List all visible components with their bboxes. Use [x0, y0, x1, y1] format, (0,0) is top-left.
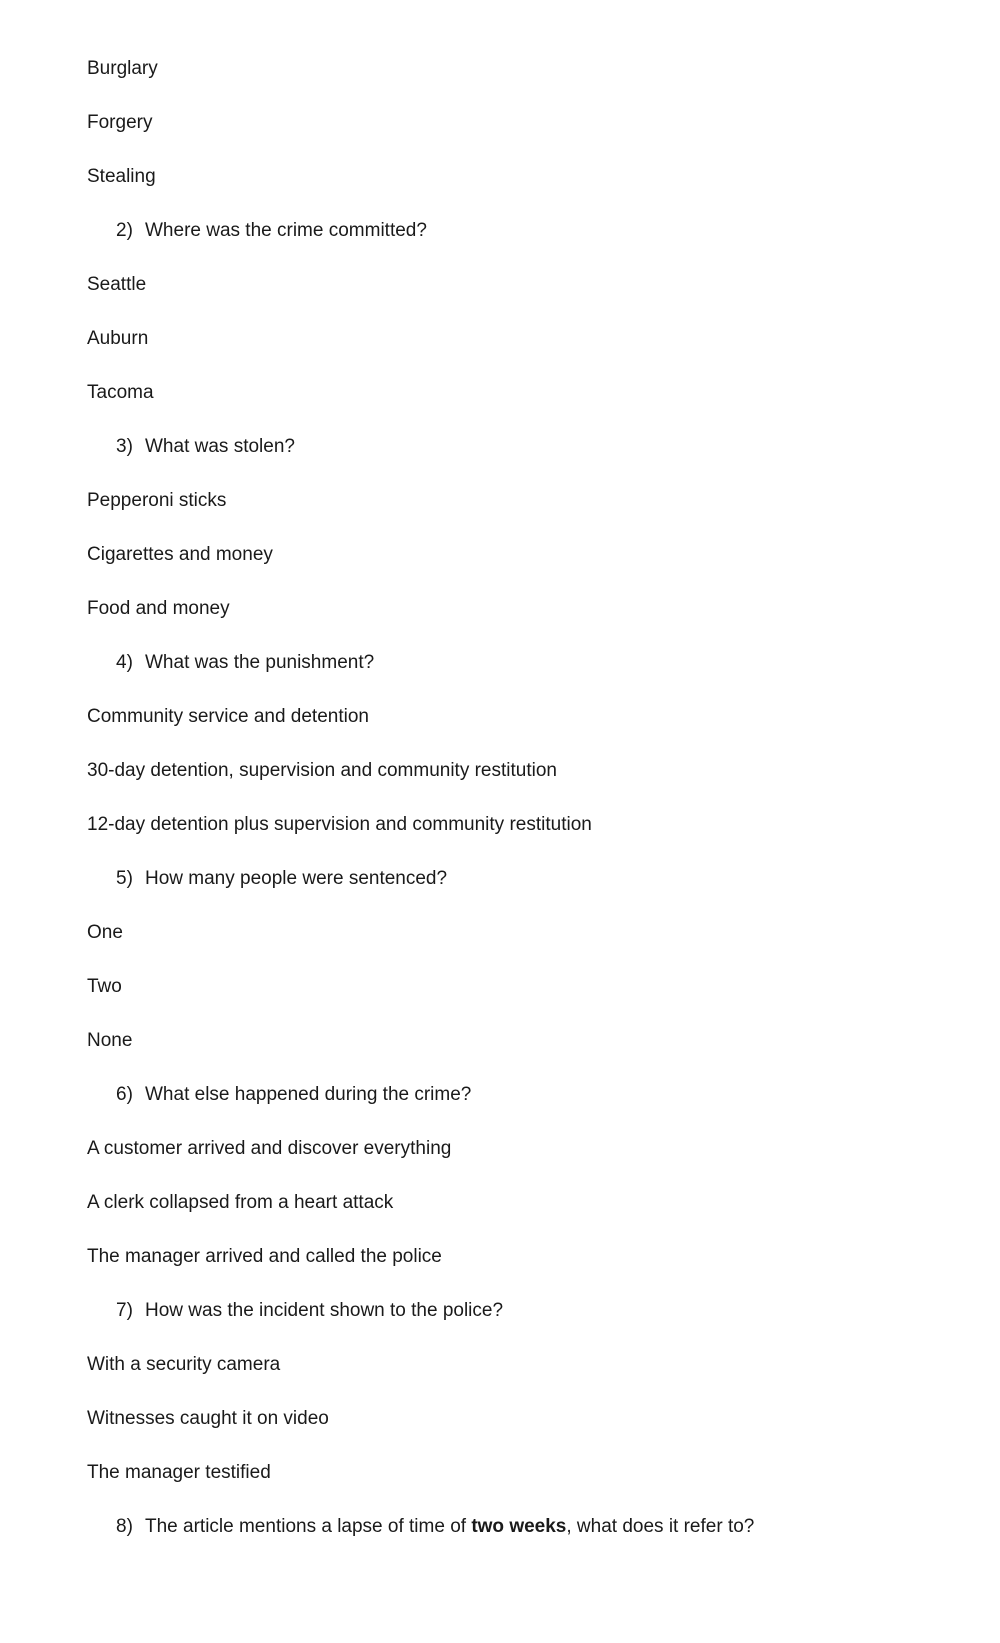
option-witnesses-video: Witnesses caught it on video — [87, 1408, 329, 1429]
question-8 — [116, 1515, 754, 1539]
option-manager-arrived: The manager arrived and called the police — [87, 1246, 442, 1267]
option-seattle: Seattle — [87, 274, 147, 295]
question-text-bold: two weeks — [471, 1516, 567, 1537]
question-4 — [116, 651, 374, 675]
option-auburn: Auburn — [87, 328, 149, 349]
option-stealing: Stealing — [87, 166, 156, 187]
question-6 — [116, 1083, 471, 1107]
question-text: Where was the crime committed? — [145, 220, 427, 241]
question-3 — [116, 435, 295, 459]
option-clerk-collapsed: A clerk collapsed from a heart attack — [87, 1192, 394, 1213]
question-number: 7) — [116, 1300, 133, 1321]
question-number: 3) — [116, 436, 133, 457]
option-security-camera: With a security camera — [87, 1354, 281, 1375]
question-text-before: The article mentions a lapse of time of — [145, 1516, 472, 1537]
option-30-day-detention: 30-day detention, supervision and community restitution — [87, 760, 557, 781]
option-pepperoni-sticks: Pepperoni sticks — [87, 490, 227, 511]
option-cigarettes-and-money: Cigarettes and money — [87, 544, 273, 565]
option-manager-testified: The manager testified — [87, 1462, 271, 1483]
question-number: 6) — [116, 1084, 133, 1105]
question-text: How many people were sentenced? — [145, 868, 448, 889]
question-text: What was stolen? — [145, 436, 295, 457]
question-7 — [116, 1299, 503, 1323]
option-forgery: Forgery — [87, 112, 153, 133]
question-number: 4) — [116, 652, 133, 673]
question-number: 2) — [116, 220, 133, 241]
question-text-after: , what does it refer to? — [566, 1516, 755, 1537]
option-two: Two — [87, 976, 122, 997]
option-12-day-detention: 12-day detention plus supervision and community restitution — [87, 814, 592, 835]
question-number: 5) — [116, 868, 133, 889]
question-number: 8) — [116, 1516, 133, 1537]
option-none: None — [87, 1030, 133, 1051]
option-community-service: Community service and detention — [87, 706, 369, 727]
question-2 — [116, 219, 427, 243]
option-burglary: Burglary — [87, 58, 158, 79]
option-one: One — [87, 922, 123, 943]
question-5 — [116, 867, 447, 891]
option-food-and-money: Food and money — [87, 598, 230, 619]
question-text: What was the punishment? — [145, 652, 375, 673]
question-text: What else happened during the crime? — [145, 1084, 472, 1105]
option-tacoma: Tacoma — [87, 382, 154, 403]
option-customer-arrived: A customer arrived and discover everything — [87, 1138, 452, 1159]
question-text: How was the incident shown to the police? — [145, 1300, 504, 1321]
